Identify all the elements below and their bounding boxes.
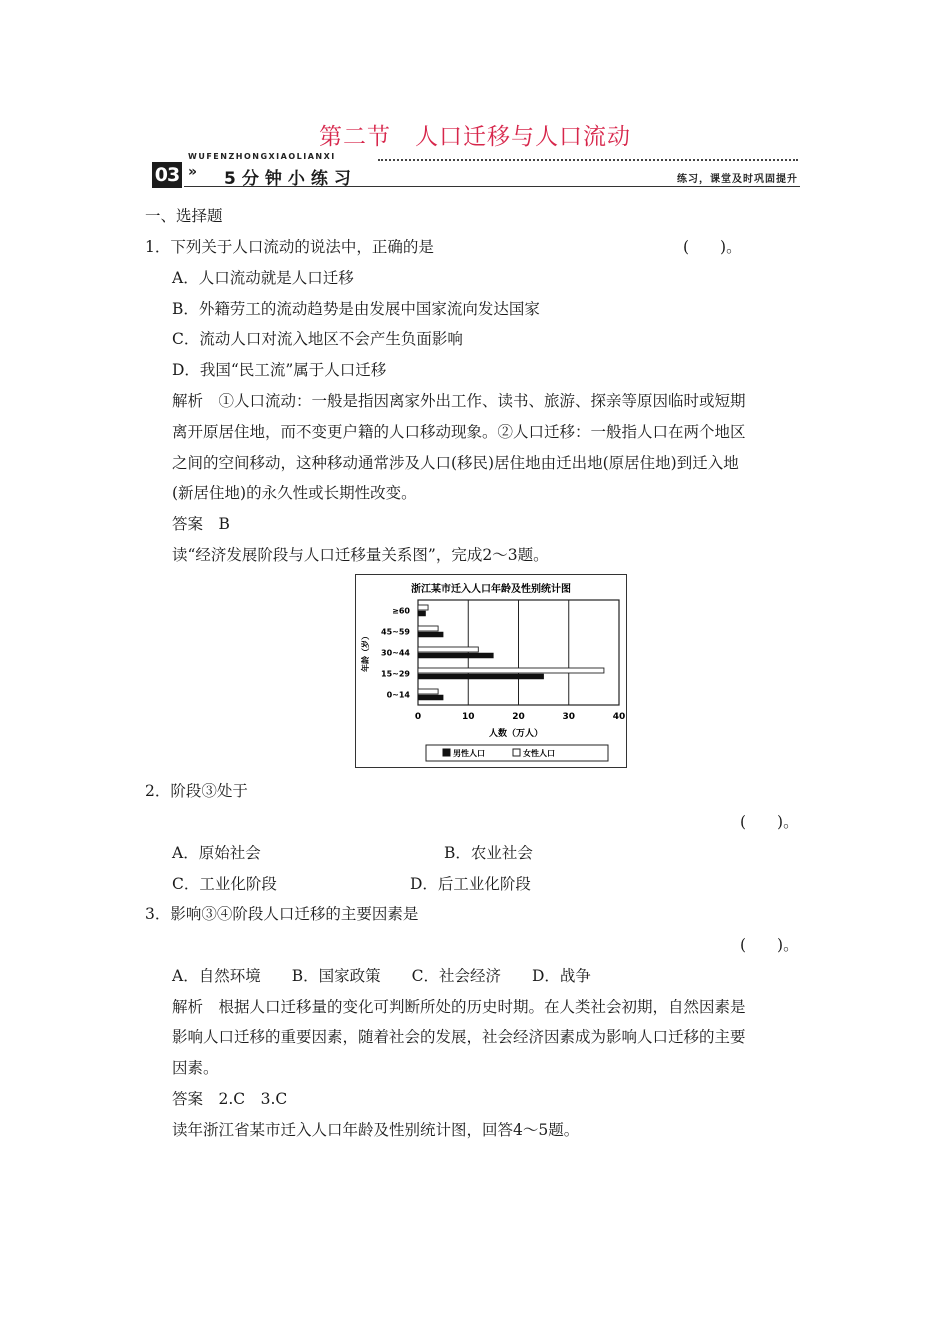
banner-dotted-rule — [378, 159, 798, 161]
y-tick-label: 45~59 — [381, 627, 410, 637]
migration-age-gender-chart — [355, 574, 627, 768]
bar-male — [418, 674, 544, 679]
option-2d: D．后工业化阶段 — [410, 875, 531, 893]
x-tick-label: 40 — [612, 712, 626, 722]
banner-number-badge: 03 — [152, 162, 182, 188]
analysis-1-line-4: (新居住地)的永久性或长期性改变。 — [172, 484, 417, 502]
y-tick-label: 30~44 — [381, 648, 410, 658]
chart-title: 浙江某市迁入人口年龄及性别统计图 — [411, 584, 571, 595]
y-tick-label: ≥60 — [392, 606, 410, 616]
answer-bracket: ( )。 — [683, 238, 742, 256]
y-tick-label: 15~29 — [381, 669, 410, 679]
analysis-1-line-1: 解析 ①人口流动：一般是指因离家外出工作、读书、旅游、探亲等原因临时或短期 — [172, 392, 746, 410]
y-axis-label: 年龄（岁） — [361, 632, 370, 672]
question-3: 3．影响③④阶段人口迁移的主要因素是 — [145, 905, 419, 923]
reading-prompt-4-5: 读年浙江省某市迁入人口年龄及性别统计图，回答4～5题。 — [172, 1121, 580, 1139]
option-2b: B．农业社会 — [444, 844, 533, 862]
question-2: 2．阶段③处于 — [145, 782, 248, 800]
answer-1: 答案 B — [172, 515, 230, 533]
exercise-banner — [152, 150, 800, 192]
analysis-3-line-1: 解析 根据人口迁移量的变化可判断所处的历史时期。在人类社会初期，自然因素是 — [172, 998, 746, 1016]
banner-name: 5分钟小练习 — [224, 169, 357, 189]
bar-male — [418, 653, 493, 658]
option-2a: A．原始社会 — [172, 844, 261, 862]
x-tick-label: 20 — [512, 712, 525, 722]
option-1b: B．外籍劳工的流动趋势是由发展中国家流向发达国家 — [172, 300, 540, 318]
analysis-3-line-2: 影响人口迁移的重要因素，随着社会的发展，社会经济因素成为影响人口迁移的主要 — [172, 1028, 746, 1046]
answer-bracket: ( )。 — [740, 813, 799, 831]
analysis-1-line-3: 之间的空间移动，这种移动通常涉及人口(移民)居住地由迁出地(原居住地)到迁入地 — [172, 454, 739, 472]
bar-male — [418, 632, 443, 637]
x-tick-label: 10 — [461, 712, 475, 722]
legend-swatch-male — [443, 749, 450, 756]
bar-female — [418, 689, 438, 694]
legend-label-male: 男性人口 — [453, 749, 485, 758]
reading-prompt-2-3: 读“经济发展阶段与人口迁移量关系图”，完成2～3题。 — [172, 546, 549, 564]
answer-bracket: ( )。 — [740, 936, 799, 954]
chevron-icon: » — [188, 164, 198, 180]
y-tick-label: 0~14 — [386, 690, 410, 700]
options-3: A．自然环境 B．国家政策 C．社会经济 D．战争 — [172, 967, 591, 985]
legend-label-female: 女性人口 — [523, 749, 555, 758]
option-1c: C．流动人口对流入地区不会产生负面影响 — [172, 330, 463, 348]
option-1a: A．人口流动就是人口迁移 — [172, 269, 354, 287]
banner-underline — [184, 186, 800, 187]
banner-pinyin: WUFENZHONGXIAOLIANXI — [188, 152, 336, 161]
option-1d: D．我国“民工流”属于人口迁移 — [172, 361, 387, 379]
x-axis-label: 人数（万人） — [488, 729, 544, 739]
answer-2-3: 答案 2.C 3.C — [172, 1090, 288, 1108]
bar-female — [418, 647, 478, 652]
chart-svg — [356, 575, 626, 767]
bar-female — [418, 605, 428, 610]
x-tick-label: 30 — [562, 712, 576, 722]
bar-female — [418, 626, 438, 631]
question-1: 1．下列关于人口流动的说法中，正确的是 — [145, 238, 434, 256]
bar-female — [418, 668, 604, 673]
banner-tagline: 练习，课堂及时巩固提升 — [677, 174, 798, 185]
option-2c: C．工业化阶段 — [172, 875, 277, 893]
legend-swatch-female — [513, 749, 520, 756]
bar-male — [418, 695, 443, 700]
section-heading: 一、选择题 — [145, 207, 223, 225]
x-tick-label: 0 — [414, 712, 422, 722]
bar-male — [418, 611, 426, 616]
section-title: 第二节 人口迁移与人口流动 — [319, 124, 631, 150]
analysis-3-line-3: 因素。 — [172, 1059, 219, 1077]
analysis-1-line-2: 离开原居住地，而不变更户籍的人口移动现象。②人口迁移：一般指人口在两个地区 — [172, 423, 746, 441]
